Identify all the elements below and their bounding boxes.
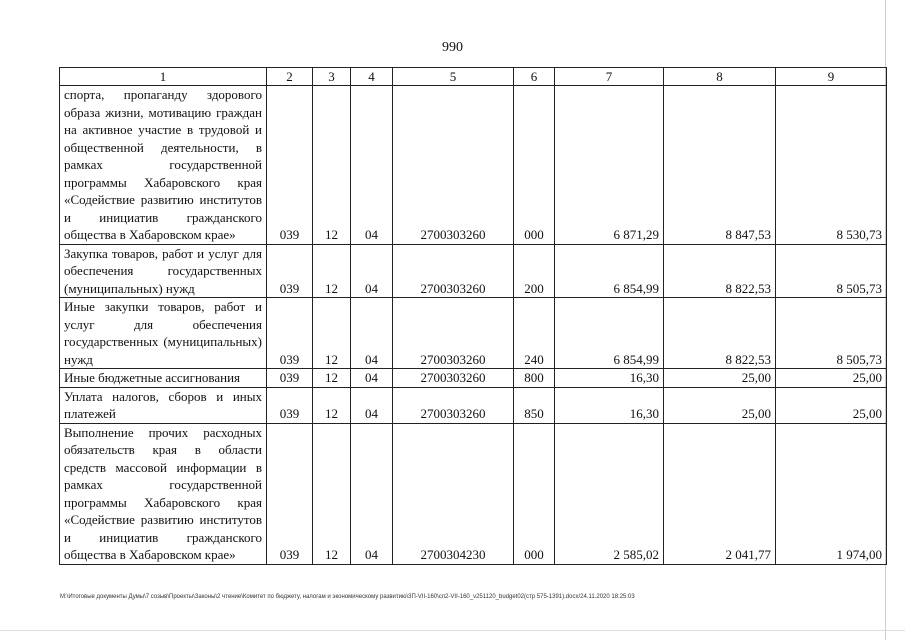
row-description: Закупка товаров, работ и услуг для обеспечения государственных (муниципальных) нужд (60, 244, 267, 298)
row-description: Иные бюджетные ассигнования (60, 369, 267, 388)
cell-target-article: 2700303260 (393, 244, 514, 298)
cell-expense-type: 000 (514, 86, 555, 245)
cell-section: 12 (313, 298, 351, 369)
cell-subsection: 04 (351, 244, 393, 298)
cell-expense-type: 240 (514, 298, 555, 369)
column-header: 7 (555, 68, 664, 86)
cell-expense-type: 200 (514, 244, 555, 298)
cell-amount-3: 25,00 (776, 369, 887, 388)
cell-amount-3: 8 505,73 (776, 244, 887, 298)
cell-amount-1: 6 871,29 (555, 86, 664, 245)
document-footer-path: М:\Итоговые документы Думы\7 созыв\Проекты\Законы\2 чтение\Комитет по бюджету, налогам и экономическому развитию\3П-VII-160\сп2-VII-160_v251120_budget02(стр 575-1391).docx/24.11.2020 18:25:03 (60, 594, 635, 600)
table-row (60, 387, 887, 423)
cell-ministry-code: 039 (267, 387, 313, 423)
scan-edge-line-bottom (0, 630, 905, 631)
cell-amount-2: 8 847,53 (664, 86, 776, 245)
cell-target-article: 2700303260 (393, 387, 514, 423)
cell-section: 12 (313, 86, 351, 245)
cell-amount-1: 16,30 (555, 369, 664, 388)
cell-subsection: 04 (351, 86, 393, 245)
table-header-row (60, 68, 887, 86)
cell-amount-1: 6 854,99 (555, 244, 664, 298)
cell-amount-3: 1 974,00 (776, 423, 887, 564)
cell-amount-3: 25,00 (776, 387, 887, 423)
cell-expense-type: 850 (514, 387, 555, 423)
cell-target-article: 2700303260 (393, 86, 514, 245)
cell-section: 12 (313, 423, 351, 564)
cell-subsection: 04 (351, 423, 393, 564)
row-description: спорта, пропаганду здорового образа жизни, мотивацию граждан на активное участие в трудовой и общественной деятельности, в рамках государственной программы Хабаровского края «Содействие развитию институтов и инициатив гражданского общества в Хабаровском крае» (60, 86, 267, 245)
cell-ministry-code: 039 (267, 298, 313, 369)
cell-expense-type: 800 (514, 369, 555, 388)
cell-amount-1: 2 585,02 (555, 423, 664, 564)
cell-subsection: 04 (351, 298, 393, 369)
column-header: 1 (60, 68, 267, 86)
column-header: 6 (514, 68, 555, 86)
column-header: 8 (664, 68, 776, 86)
cell-amount-3: 8 505,73 (776, 298, 887, 369)
cell-target-article: 2700304230 (393, 423, 514, 564)
cell-amount-2: 2 041,77 (664, 423, 776, 564)
cell-subsection: 04 (351, 369, 393, 388)
row-description: Уплата налогов, сборов и иных платежей (60, 387, 267, 423)
table-row (60, 86, 887, 245)
table-row (60, 423, 887, 564)
cell-amount-2: 8 822,53 (664, 244, 776, 298)
cell-ministry-code: 039 (267, 86, 313, 245)
cell-section: 12 (313, 369, 351, 388)
column-header: 2 (267, 68, 313, 86)
column-header: 9 (776, 68, 887, 86)
cell-ministry-code: 039 (267, 369, 313, 388)
cell-subsection: 04 (351, 387, 393, 423)
cell-section: 12 (313, 244, 351, 298)
column-header: 4 (351, 68, 393, 86)
row-description: Выполнение прочих расходных обязательств края в области средств массовой информации в рамках государственной программы Хабаровского края «Содействие развитию институтов и инициатив гражданского общества в Хабаровском крае» (60, 423, 267, 564)
cell-section: 12 (313, 387, 351, 423)
row-description: Иные закупки товаров, работ и услуг для обеспечения государственных (муниципальных) нужд (60, 298, 267, 369)
cell-amount-1: 16,30 (555, 387, 664, 423)
budget-table (59, 67, 887, 565)
table-row (60, 298, 887, 369)
cell-amount-1: 6 854,99 (555, 298, 664, 369)
cell-target-article: 2700303260 (393, 369, 514, 388)
cell-expense-type: 000 (514, 423, 555, 564)
cell-amount-2: 25,00 (664, 387, 776, 423)
cell-amount-2: 8 822,53 (664, 298, 776, 369)
cell-target-article: 2700303260 (393, 298, 514, 369)
cell-amount-3: 8 530,73 (776, 86, 887, 245)
table-row (60, 369, 887, 388)
cell-ministry-code: 039 (267, 423, 313, 564)
cell-amount-2: 25,00 (664, 369, 776, 388)
column-header: 5 (393, 68, 514, 86)
table-row (60, 244, 887, 298)
cell-ministry-code: 039 (267, 244, 313, 298)
page-number: 990 (442, 40, 463, 55)
column-header: 3 (313, 68, 351, 86)
